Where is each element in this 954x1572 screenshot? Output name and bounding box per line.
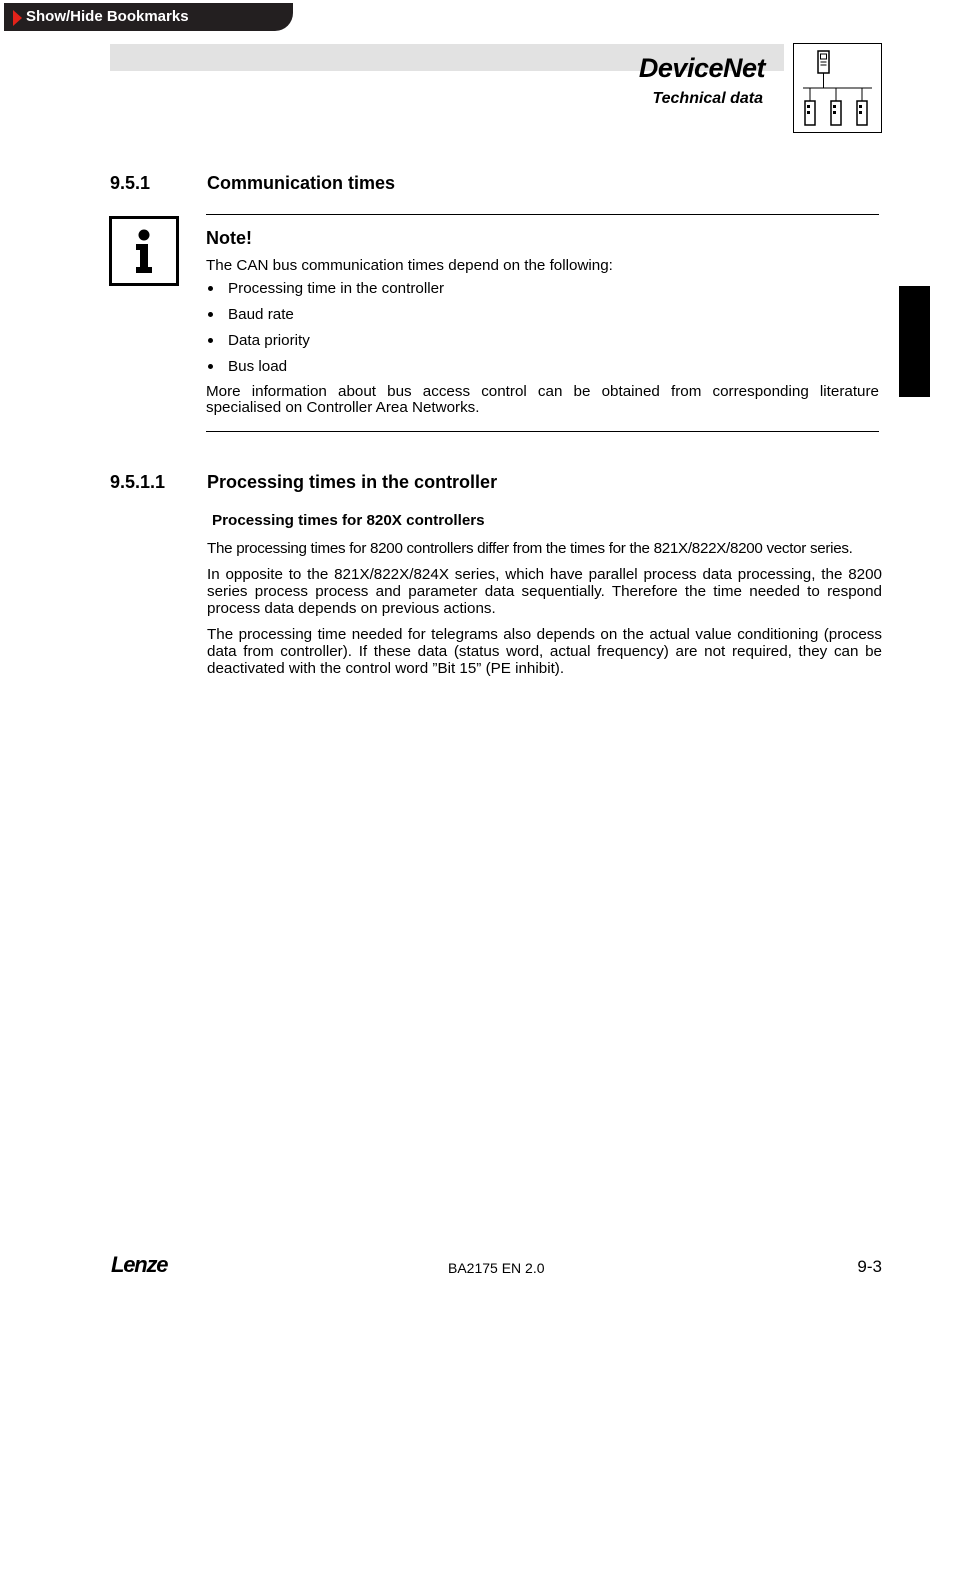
list-item: Baud rate xyxy=(206,306,444,332)
info-icon xyxy=(109,216,179,286)
list-item: Bus load xyxy=(206,358,444,384)
note-title: Note! xyxy=(206,228,252,248)
network-topology-icon xyxy=(793,43,882,133)
show-hide-bookmarks-button[interactable] xyxy=(4,3,293,31)
paragraph: The processing time needed for telegrams also depends on the actual value conditioning (process data from controller). If these data (status word, actual frequency) are not required, they can be deactivated with the control word ”Bit 15” (PE inhibit). xyxy=(207,626,882,677)
document-id: BA2175 EN 2.0 xyxy=(448,1260,545,1276)
page-subtitle: Technical data xyxy=(652,90,763,107)
list-item: Processing time in the controller xyxy=(206,280,444,306)
triangle-right-icon xyxy=(13,10,22,26)
section-title: Communication times xyxy=(207,173,396,193)
chapter-tab-marker xyxy=(899,286,930,397)
note-outro: More information about bus access control can be obtained from corresponding literature specialised on Controller Area Networks. xyxy=(206,383,879,416)
paragraph: In opposite to the 821X/822X/824X series, which have parallel process data processing, the 8200 series process process and parameter data sequentially. Therefore the time needed to respond process data depends on previous actions. xyxy=(207,566,882,617)
note-bottom-rule xyxy=(206,431,879,432)
note-list xyxy=(206,280,444,384)
section-number: 9.5.1 xyxy=(110,173,151,193)
note-intro: The CAN bus communication times depend on the following: xyxy=(206,257,613,274)
brand-logo: Lenze xyxy=(111,1252,168,1277)
subsection-number: 9.5.1.1 xyxy=(110,472,166,492)
note-top-rule xyxy=(206,214,879,215)
subsection-title: Processing times in the controller xyxy=(207,472,498,492)
page-number: 9-3 xyxy=(857,1257,882,1276)
paragraph: The processing times for 8200 controllers differ from the times for the 821X/822X/8200 vector series. xyxy=(207,540,853,557)
subheading: Processing times for 820X controllers xyxy=(212,512,485,529)
bookmarks-label: Show/Hide Bookmarks xyxy=(26,8,189,25)
list-item: Data priority xyxy=(206,332,444,358)
page-title: DeviceNet xyxy=(638,53,765,83)
